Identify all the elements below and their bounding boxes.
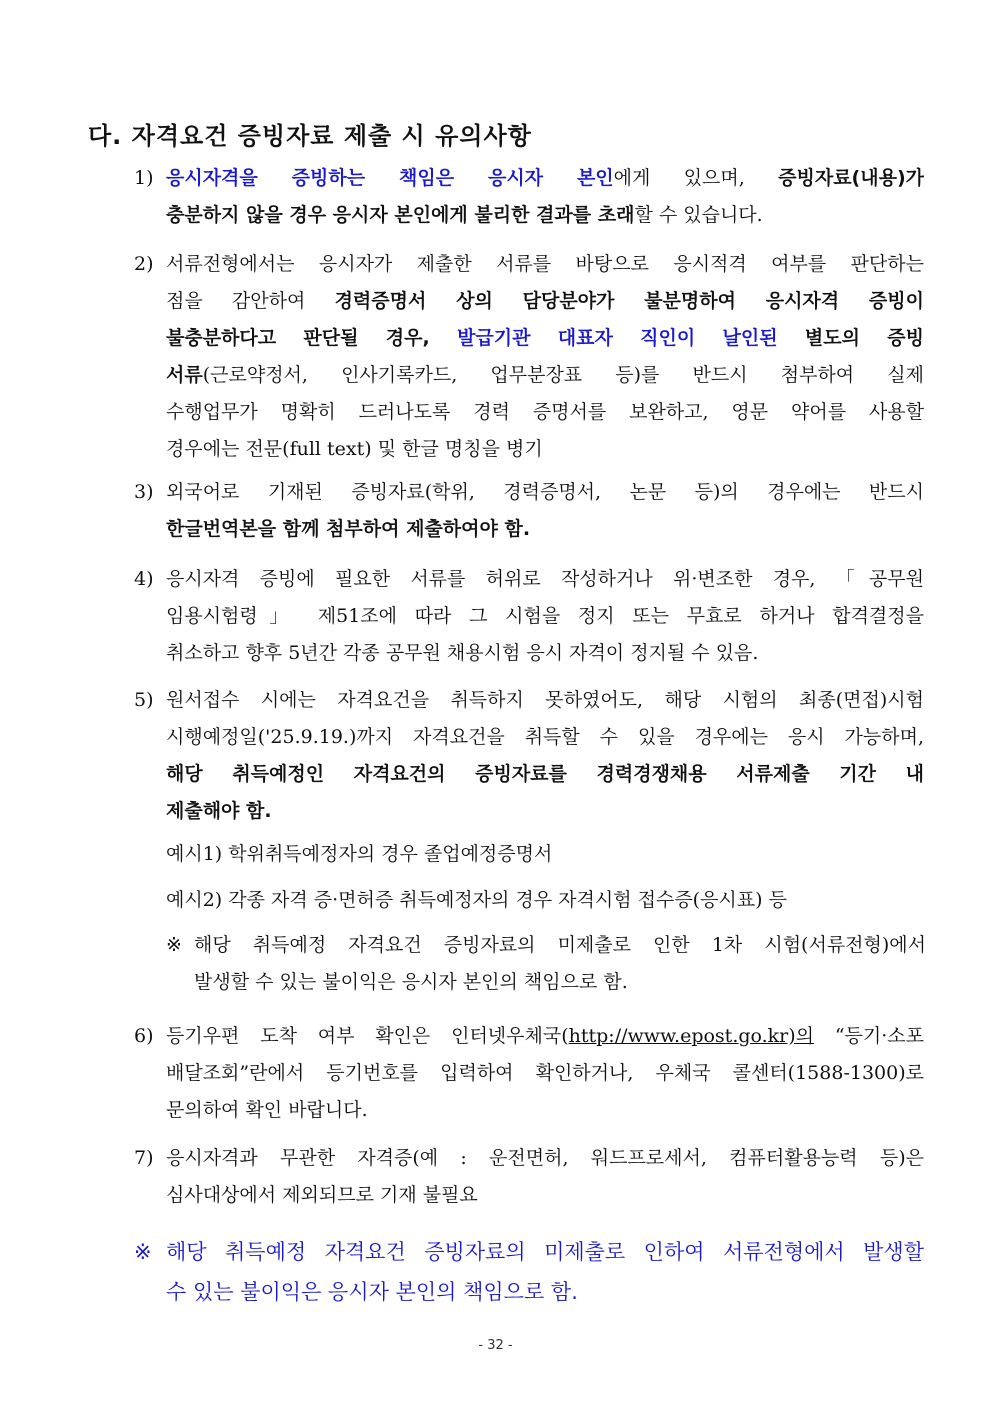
item-number: 5) <box>134 689 154 711</box>
item-number: 4) <box>134 568 154 590</box>
highlight-text: 응시자격을 증빙하는 책임은 응시자 본인 <box>166 167 614 189</box>
reference-mark-icon: ※ <box>134 1240 152 1264</box>
item-number: 1) <box>134 167 154 189</box>
example-2: 예시2) 각종 자격 증·면허증 취득예정자의 경우 자격시험 접수증(응시표) 등 <box>166 889 787 911</box>
example-1: 예시1) 학위취득예정자의 경우 졸업예정증명서 <box>166 843 553 865</box>
item-number: 6) <box>134 1025 154 1047</box>
list-item-6: 6) 등기우편 도착 여부 확인은 인터넷우체국(http://www.epost.go.kr)의 “등기·소포 배달조회”란에서 등기번호를 입력하여 확인하거나, 우체국 콜센터(1588-1300)로 문의하여 확인 바랍니다. <box>134 1018 924 1129</box>
list-item-2: 2) 서류전형에서는 응시자가 제출한 서류를 바탕으로 응시적격 여부를 판단하는 점을 감안하여 경력증명서 상의 담당분야가 불분명하여 응시자격 증빙이 불충분하다고 판단될 경우, 발급기관 대표자 직인이 날인된 별도의 증빙 서류(근로약정서, 인사기록카드, 업무분장표 등)를 반드시 첨부하여 실제 수행업무가 명확히 드러나도록 경력 증명서를 보완하고, 영문 약어를 사용할 경우에는 전문(full text) 및 한글 명칭을 병기 <box>134 246 924 468</box>
list-item-4: 4) 응시자격 증빙에 필요한 서류를 허위로 작성하거나 위·변조한 경우, 「공무원 임용시험령」 제51조에 따라 그 시험을 정지 또는 무효로 하거나 합격결정을 취소하고 향후 5년간 각종 공무원 채용시험 응시 자격이 정지될 수 있음. <box>134 561 924 672</box>
list-item-3: 3) 외국어로 기재된 증빙자료(학위, 경력증명서, 논문 등)의 경우에는 반드시 한글번역본을 함께 첨부하여 제출하여야 함. <box>134 474 924 548</box>
reference-mark-icon: ※ <box>166 934 182 956</box>
item-number: 7) <box>134 1147 154 1169</box>
final-note: ※ 해당 취득예정 자격요건 증빙자료의 미제출로 인하여 서류전형에서 발생할 수 있는 불이익은 응시자 본인의 책임으로 함. <box>134 1232 924 1312</box>
item-number: 2) <box>134 253 154 275</box>
item-number: 3) <box>134 481 154 503</box>
note-block: ※ 해당 취득예정 자격요건 증빙자료의 미제출로 인한 1차 시험(서류전형)에서 발생할 수 있는 불이익은 응시자 본인의 책임으로 함. <box>166 927 926 1001</box>
highlight-text: 발급기관 대표자 직인이 날인된 <box>457 327 778 349</box>
section-heading: 다. 자격요건 증빙자료 제출 시 유의사항 <box>88 122 532 150</box>
list-item-1: 1) 응시자격을 증빙하는 책임은 응시자 본인에게 있으며, 증빙자료(내용)가 충분하지 않을 경우 응시자 본인에게 불리한 결과를 초래할 수 있습니다. <box>134 160 924 234</box>
list-item-7: 7) 응시자격과 무관한 자격증(예 : 운전면허, 워드프로세서, 컴퓨터활용능력 등)은 심사대상에서 제외되므로 기재 불필요 <box>134 1140 924 1214</box>
epost-link[interactable]: http://www.epost.go.kr)의 <box>568 1025 815 1047</box>
list-item-5: 5) 원서접수 시에는 자격요건을 취득하지 못하였어도, 해당 시험의 최종(면접)시험 시행예정일('25.9.19.)까지 자격요건을 취득할 수 있을 경우에는 응시 가능하며, 해당 취득예정인 자격요건의 증빙자료를 경력경쟁채용 서류제출 기간 내 제출해야 함. <box>134 682 924 830</box>
page-number: - 32 - <box>478 1338 513 1353</box>
